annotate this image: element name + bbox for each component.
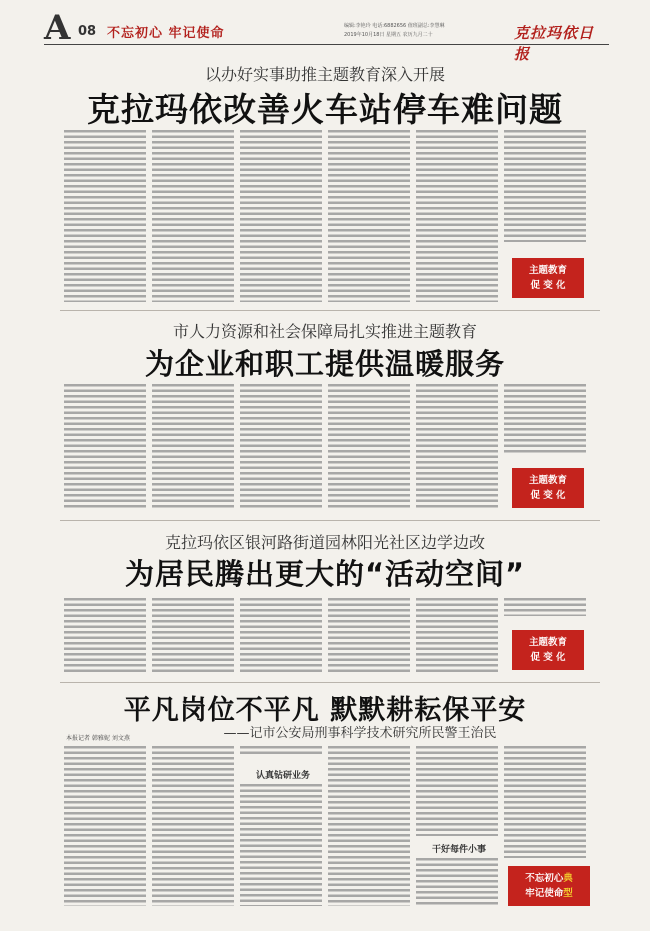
meta-line-1: 编辑:李艳玲 电话:6882656 值班副总:李慧琳: [344, 23, 445, 29]
article-4-column: [64, 746, 146, 906]
section-letter: A: [44, 8, 71, 48]
article-2-column: [416, 384, 498, 508]
badge-row-1: [508, 871, 590, 886]
article-3-kicker: 克拉玛依区银河路街道园林阳光社区边学边改: [164, 533, 485, 552]
article-4-column: [240, 784, 322, 906]
article-3-headline: 为居民腾出更大的“活动空间”: [124, 557, 526, 591]
article-2-column: [64, 384, 146, 508]
article-4-subhead: 干好每件小事: [432, 845, 487, 855]
article-2-column: [152, 384, 234, 508]
badge-accent-1: 典: [563, 873, 573, 884]
article-4-subhead: 认真钻研业务: [256, 771, 311, 781]
article-1-kicker: 以办好实事助推主题教育深入开展: [204, 65, 445, 84]
theme-education-badge: [512, 630, 584, 670]
badge-line-1: 主题教育: [528, 475, 567, 486]
badge-row-2: [508, 886, 590, 901]
badge-line-1: 主题教育: [528, 265, 567, 276]
article-4-subtitle: ——记市公安局刑事科学技术研究所民警王治民: [223, 726, 497, 741]
article-2-column: [240, 384, 322, 508]
badge-line-2: 促 变 化: [530, 490, 566, 501]
article-2-headline: 为企业和职工提供温暖服务: [144, 347, 505, 381]
article-1-column: [416, 130, 498, 302]
article-4-column: [416, 858, 498, 906]
theme-education-badge: [512, 258, 584, 298]
badge-line-2: 牢记使命: [525, 888, 564, 899]
article-4-column: [416, 746, 498, 836]
article-3-column: [240, 598, 322, 674]
article-4-column: [328, 746, 410, 906]
meta-line-2: 2019年10月18日 星期五 农历九月二十: [344, 32, 433, 38]
article-3-column: [328, 598, 410, 674]
badge-line-2: 促 变 化: [530, 652, 566, 663]
article-1-column: [64, 130, 146, 302]
article-1-headline: 克拉玛依改善火车站停车难问题: [87, 90, 563, 129]
article-2-column: [504, 384, 586, 454]
article-1-column: [240, 130, 322, 302]
badge-line-1: 不忘初心: [525, 873, 564, 884]
article-3-column: [416, 598, 498, 674]
section-divider: [60, 682, 600, 683]
section-divider: [60, 310, 600, 311]
column-title: 不忘初心 牢记使命: [107, 26, 225, 41]
article-4-byline: 本报记者 韩雅妮 刘文燕: [66, 735, 130, 742]
section-divider: [60, 520, 600, 521]
article-4-column: [240, 746, 322, 756]
article-4-headline: 平凡岗位不平凡 默默耕耘保平安: [123, 695, 527, 726]
article-1-column: [152, 130, 234, 302]
article-4-column: [504, 746, 586, 858]
newspaper-logo: 克拉玛依日报: [514, 24, 595, 63]
article-2-column: [328, 384, 410, 508]
badge-line-1: 主题教育: [528, 637, 567, 648]
role-model-badge: [508, 866, 590, 906]
masthead-rule: [44, 44, 609, 45]
badge-line-2: 促 变 化: [530, 280, 566, 291]
article-1-column: [504, 130, 586, 242]
article-3-column: [504, 598, 586, 616]
masthead-meta: [344, 22, 494, 40]
article-3-column: [64, 598, 146, 674]
theme-education-badge: [512, 468, 584, 508]
badge-accent-2: 型: [563, 888, 573, 899]
article-1-column: [328, 130, 410, 302]
article-3-column: [152, 598, 234, 674]
article-4-column: [152, 746, 234, 906]
article-2-kicker: 市人力资源和社会保障局扎实推进主题教育: [172, 322, 477, 341]
page-number: 08: [78, 24, 97, 39]
